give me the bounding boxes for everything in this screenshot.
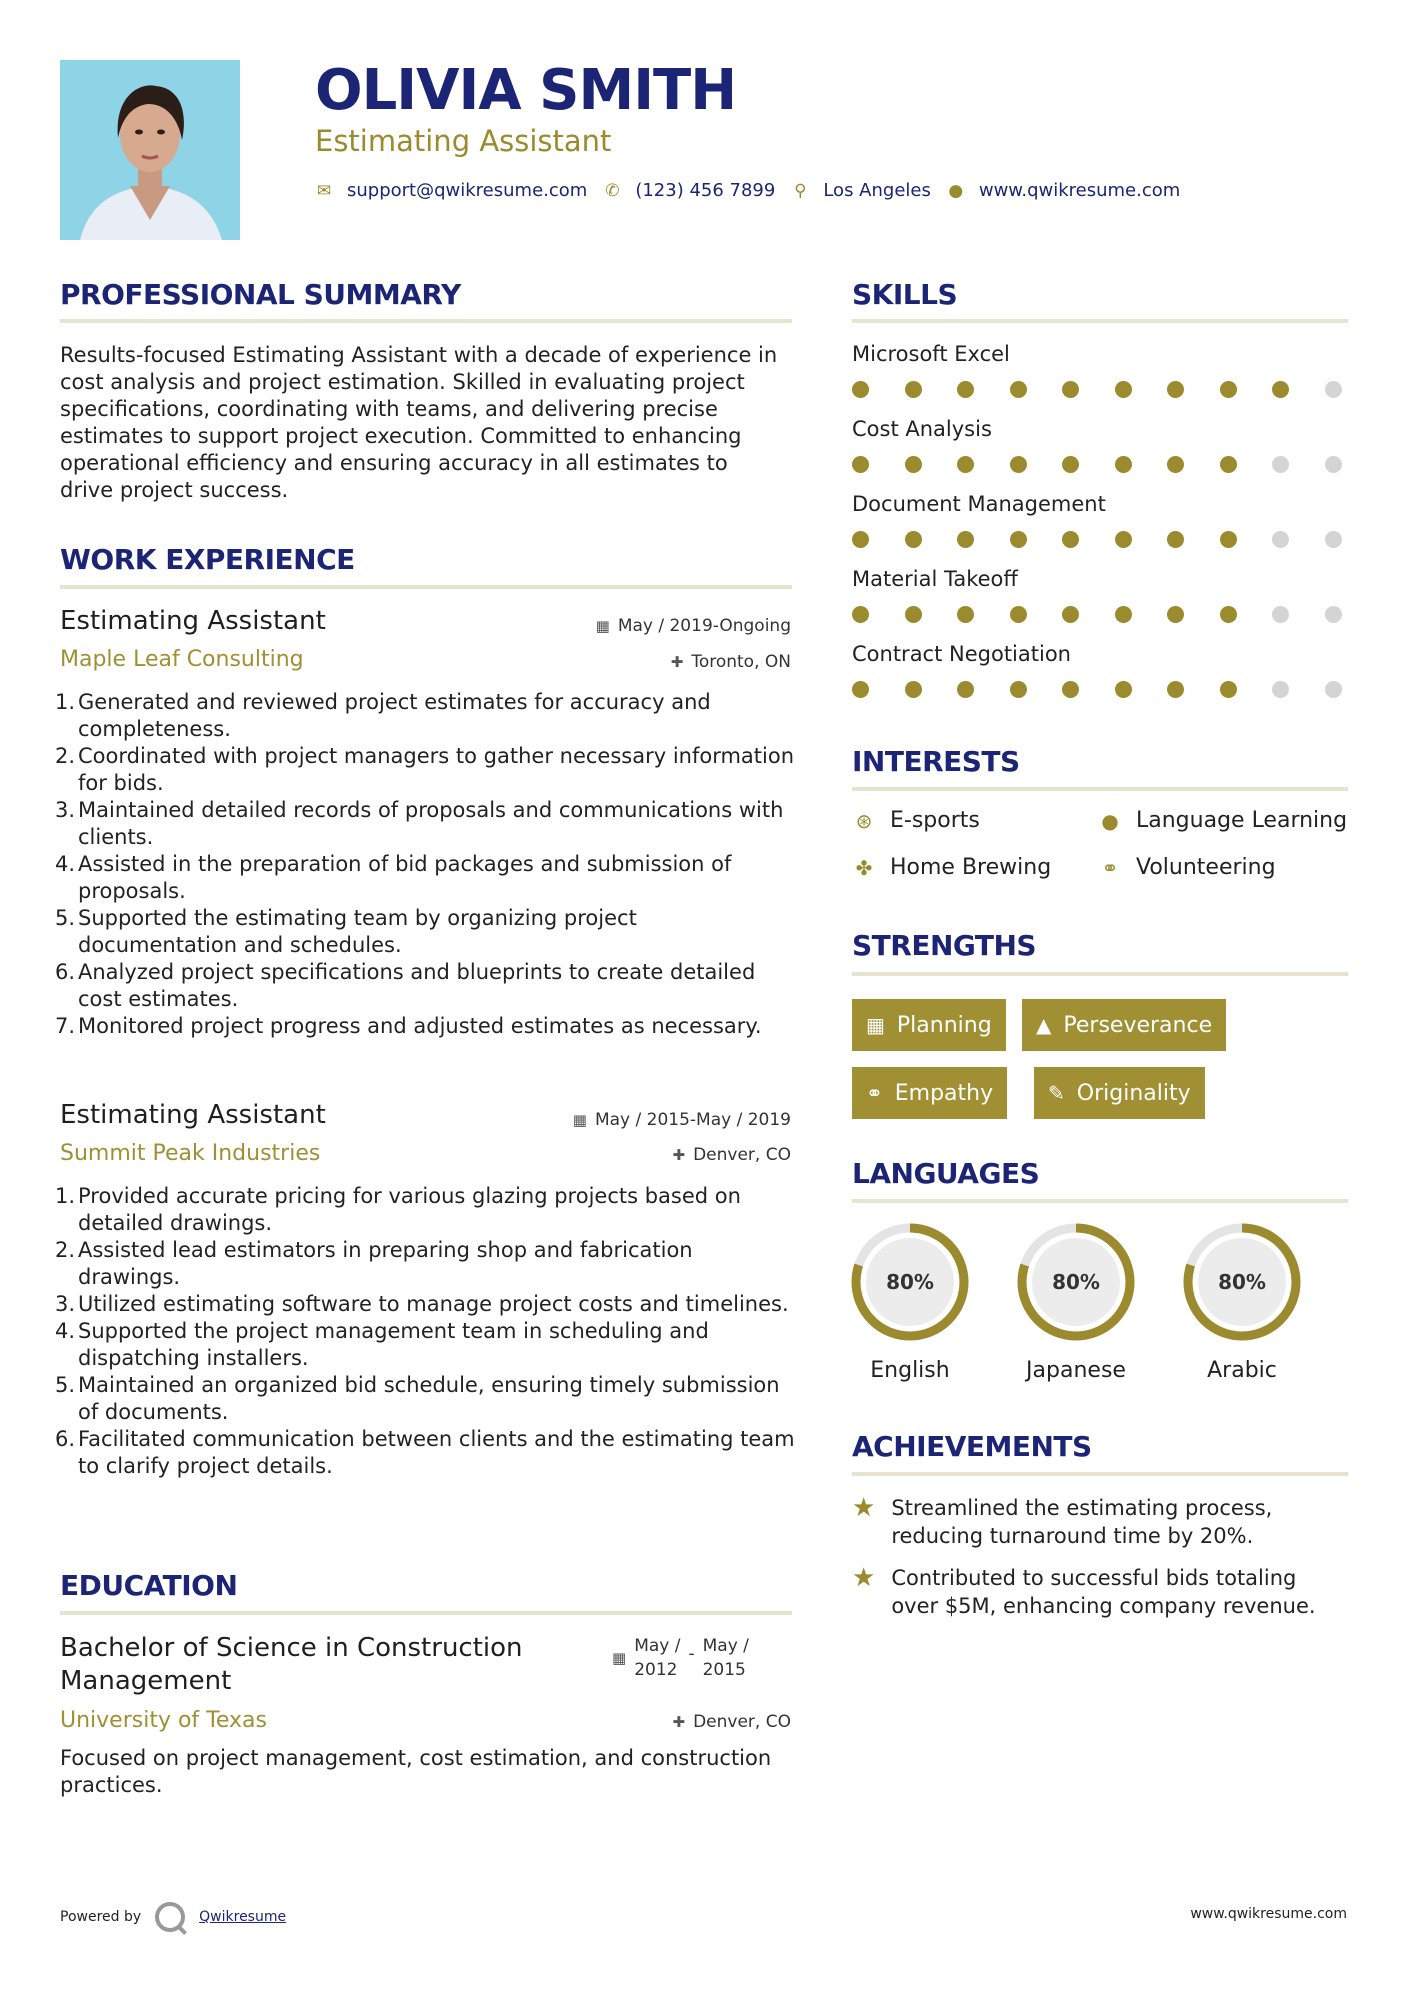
candidate-name: OLIVIA SMITH: [315, 58, 737, 123]
job-title: Estimating Assistant: [60, 606, 326, 636]
list-item: 7. Monitored project progress and adjusted estimates as necessary.: [55, 1014, 762, 1038]
rating-dot-filled: [1167, 456, 1184, 473]
interests-divider: [852, 787, 1348, 791]
language-name: English: [870, 1358, 950, 1383]
rating-dot-filled: [852, 456, 869, 473]
rating-dot-filled: [905, 606, 922, 623]
rating-dot-filled: [1167, 381, 1184, 398]
skill-rating: [852, 381, 1342, 398]
strength-badge: ▦ Planning: [852, 999, 1006, 1051]
rating-dot-empty: [1325, 681, 1342, 698]
rating-dot-empty: [1272, 606, 1289, 623]
achievement-item: ★ Streamlined the estimating process, reducing turnaround time by 20%.: [852, 1493, 1273, 1548]
candidate-title: Estimating Assistant: [315, 124, 612, 158]
globe-icon: ●: [948, 180, 964, 201]
rating-dot-filled: [1115, 456, 1132, 473]
skill-name: Document Management: [852, 492, 1106, 516]
list-item: 3. Utilized estimating software to manage project costs and timelines.: [55, 1292, 789, 1316]
calendar-icon: ▦: [572, 1111, 587, 1129]
pin-icon: ✚: [672, 1713, 686, 1731]
rating-dot-filled: [1062, 456, 1079, 473]
profile-photo: [60, 60, 240, 240]
list-item: 2. Assisted lead estimators in preparing shop and fabrication drawings.: [55, 1238, 693, 1289]
contact-bar: [315, 180, 1180, 201]
job-bullets: [55, 1183, 795, 1480]
rating-dot-filled: [1010, 681, 1027, 698]
skill-rating: [852, 456, 1342, 473]
strengths-heading: STRENGTHS: [852, 929, 1037, 962]
rating-dot-filled: [852, 681, 869, 698]
strength-badge: ▲ Perseverance: [1022, 999, 1226, 1051]
rating-dot-filled: [1062, 381, 1079, 398]
puzzle-icon: ✤: [855, 855, 873, 880]
work-heading: WORK EXPERIENCE: [60, 543, 355, 576]
job-dates: ▦ May / 2019-Ongoing: [595, 616, 791, 636]
rating-dot-filled: [1062, 681, 1079, 698]
language-item: [996, 1220, 1156, 1383]
calendar-icon: ▦: [595, 617, 610, 635]
education-heading: EDUCATION: [60, 1569, 238, 1602]
rating-dot-filled: [1167, 681, 1184, 698]
skill-name: Cost Analysis: [852, 417, 992, 441]
interest-item: ● Language Learning: [1098, 808, 1347, 833]
list-item: 3. Maintained detailed records of proposals and communications with clients.: [55, 798, 784, 849]
skills-divider: [852, 319, 1348, 323]
pin-icon: ✚: [670, 653, 684, 671]
list-item: 4. Supported the project management team in scheduling and dispatching installers.: [55, 1319, 709, 1370]
rating-dot-filled: [1010, 456, 1027, 473]
rating-dot-filled: [1115, 681, 1132, 698]
summary-divider: [60, 319, 792, 323]
footer-branding: Powered by Qwikresume: [60, 1902, 286, 1932]
education-description: Focused on project management, cost estimation, and construction practices.: [60, 1746, 772, 1797]
skill-rating: [852, 531, 1342, 548]
list-item: 5. Supported the estimating team by organizing project documentation and schedules.: [55, 906, 637, 957]
contact-email[interactable]: ✉ support@qwikresume.com: [316, 180, 588, 201]
education-divider: [60, 1611, 792, 1615]
pin-icon: ✚: [672, 1146, 686, 1164]
rating-dot-filled: [905, 531, 922, 548]
skill-rating: [852, 606, 1342, 623]
rating-dot-filled: [1010, 606, 1027, 623]
interest-item: ⚭ Volunteering: [1098, 855, 1276, 880]
list-item: 4. Assisted in the preparation of bid packages and submission of proposals.: [55, 852, 732, 903]
school-name: University of Texas: [60, 1708, 267, 1733]
interests-heading: INTERESTS: [852, 745, 1020, 778]
summary-heading: PROFESSIONAL SUMMARY: [60, 278, 461, 311]
list-item: 5. Maintained an organized bid schedule, ensuring timely submission of documents.: [55, 1373, 780, 1424]
rating-dot-empty: [1325, 456, 1342, 473]
rating-dot-filled: [1220, 681, 1237, 698]
rating-dot-filled: [1220, 606, 1237, 623]
contact-phone[interactable]: ✆ (123) 456 7899: [605, 180, 776, 201]
list-item: 2. Coordinated with project managers to gather necessary information for bids.: [55, 744, 795, 795]
footer-website[interactable]: www.qwikresume.com: [1190, 1906, 1347, 1922]
rating-dot-empty: [1272, 531, 1289, 548]
job-company: Maple Leaf Consulting: [60, 647, 304, 672]
rating-dot-filled: [1220, 531, 1237, 548]
rating-dot-filled: [1167, 606, 1184, 623]
road-icon: ▲: [1036, 1013, 1052, 1037]
gauge-label: 80%: [1218, 1270, 1266, 1294]
interest-item: ✤ Home Brewing: [852, 855, 1051, 880]
gauge-label: 80%: [1052, 1270, 1100, 1294]
handshake-icon: ⚭: [866, 1081, 883, 1105]
achievements-divider: [852, 1472, 1348, 1476]
job-title: Estimating Assistant: [60, 1100, 326, 1130]
star-icon: ★: [852, 1563, 876, 1593]
rating-dot-filled: [1062, 606, 1079, 623]
job-location: ✚ Denver, CO: [672, 1145, 791, 1165]
education-location: ✚ Denver, CO: [672, 1712, 791, 1732]
life-ring-icon: ⊛: [855, 808, 873, 833]
work-divider: [60, 585, 792, 589]
skill-name: Contract Negotiation: [852, 642, 1071, 666]
rating-dot-filled: [905, 681, 922, 698]
rating-dot-filled: [957, 606, 974, 623]
rating-dot-filled: [852, 531, 869, 548]
rating-dot-filled: [1115, 531, 1132, 548]
language-gauge: [1180, 1220, 1304, 1344]
contact-location: ⚲ Los Angeles: [791, 180, 931, 201]
calendar-icon: ▦: [866, 1013, 885, 1037]
calendar-icon: ▦: [612, 1649, 627, 1667]
achievement-item: ★ Contributed to successful bids totaling over $5M, enhancing company revenue.: [852, 1563, 1316, 1618]
skill-rating: [852, 681, 1342, 698]
brand-link[interactable]: Qwikresume: [199, 1909, 287, 1925]
rating-dot-filled: [1062, 531, 1079, 548]
pencil-icon: ✎: [1048, 1081, 1065, 1105]
skills-heading: SKILLS: [852, 278, 958, 311]
rating-dot-filled: [1272, 381, 1289, 398]
rating-dot-empty: [1325, 606, 1342, 623]
summary-text: Results-focused Estimating Assistant with a decade of experience in cost analysis and project estimation. Skilled in evaluating project specifications, coordinating with teams, and delivering precise estimates to support project execution. Committed to enhancing operational efficiency and ensuring accuracy in all estimates to drive project success.: [60, 343, 778, 502]
rating-dot-filled: [957, 681, 974, 698]
phone-icon: ✆: [605, 180, 620, 201]
language-item: [1162, 1220, 1322, 1383]
language-name: Japanese: [1026, 1358, 1126, 1383]
degree-title: Bachelor of Science in Construction Management: [60, 1633, 523, 1696]
list-item: 1. Generated and reviewed project estimates for accuracy and completeness.: [55, 690, 711, 741]
interest-item: ⊛ E-sports: [852, 808, 980, 833]
languages-heading: LANGUAGES: [852, 1157, 1040, 1190]
rating-dot-filled: [1167, 531, 1184, 548]
language-item: [830, 1220, 990, 1383]
rating-dot-filled: [1115, 381, 1132, 398]
education-dates: ▦ May / 2012 - May / 2015: [612, 1636, 749, 1680]
rating-dot-filled: [1010, 381, 1027, 398]
job-dates: ▦ May / 2015-May / 2019: [572, 1110, 791, 1130]
skill-name: Material Takeoff: [852, 567, 1018, 591]
rating-dot-empty: [1272, 456, 1289, 473]
rating-dot-filled: [1220, 456, 1237, 473]
achievements-heading: ACHIEVEMENTS: [852, 1430, 1092, 1463]
globe-icon: ●: [1101, 808, 1119, 833]
gauge-label: 80%: [886, 1270, 934, 1294]
map-marker-icon: ⚲: [794, 180, 807, 201]
language-name: Arabic: [1207, 1358, 1277, 1383]
job-bullets: [55, 689, 795, 1040]
skill-name: Microsoft Excel: [852, 342, 1010, 366]
rating-dot-filled: [1220, 381, 1237, 398]
handshake-icon: ⚭: [1101, 855, 1119, 880]
rating-dot-filled: [1010, 531, 1027, 548]
languages-divider: [852, 1199, 1348, 1203]
language-gauge: [1014, 1220, 1138, 1344]
qwikresume-logo-icon: [155, 1902, 185, 1932]
rating-dot-empty: [1272, 681, 1289, 698]
list-item: 6. Facilitated communication between clients and the estimating team to clarify project details.: [55, 1427, 795, 1478]
rating-dot-filled: [852, 381, 869, 398]
rating-dot-filled: [852, 606, 869, 623]
rating-dot-filled: [957, 381, 974, 398]
rating-dot-filled: [1115, 606, 1132, 623]
rating-dot-empty: [1325, 381, 1342, 398]
star-icon: ★: [852, 1493, 876, 1523]
envelope-icon: ✉: [316, 180, 332, 201]
list-item: 1. Provided accurate pricing for various glazing projects based on detailed drawings.: [55, 1184, 741, 1235]
strengths-divider: [852, 972, 1348, 976]
rating-dot-filled: [957, 456, 974, 473]
job-company: Summit Peak Industries: [60, 1141, 321, 1166]
language-gauge: [848, 1220, 972, 1344]
rating-dot-filled: [905, 456, 922, 473]
job-location: ✚ Toronto, ON: [670, 652, 791, 672]
strength-badge: ⚭ Empathy: [852, 1067, 1007, 1119]
rating-dot-empty: [1325, 531, 1342, 548]
list-item: 6. Analyzed project specifications and blueprints to create detailed cost estimates.: [55, 960, 756, 1011]
strength-badge: ✎ Originality: [1034, 1067, 1205, 1119]
rating-dot-filled: [905, 381, 922, 398]
contact-website[interactable]: ● www.qwikresume.com: [948, 180, 1181, 201]
rating-dot-filled: [957, 531, 974, 548]
